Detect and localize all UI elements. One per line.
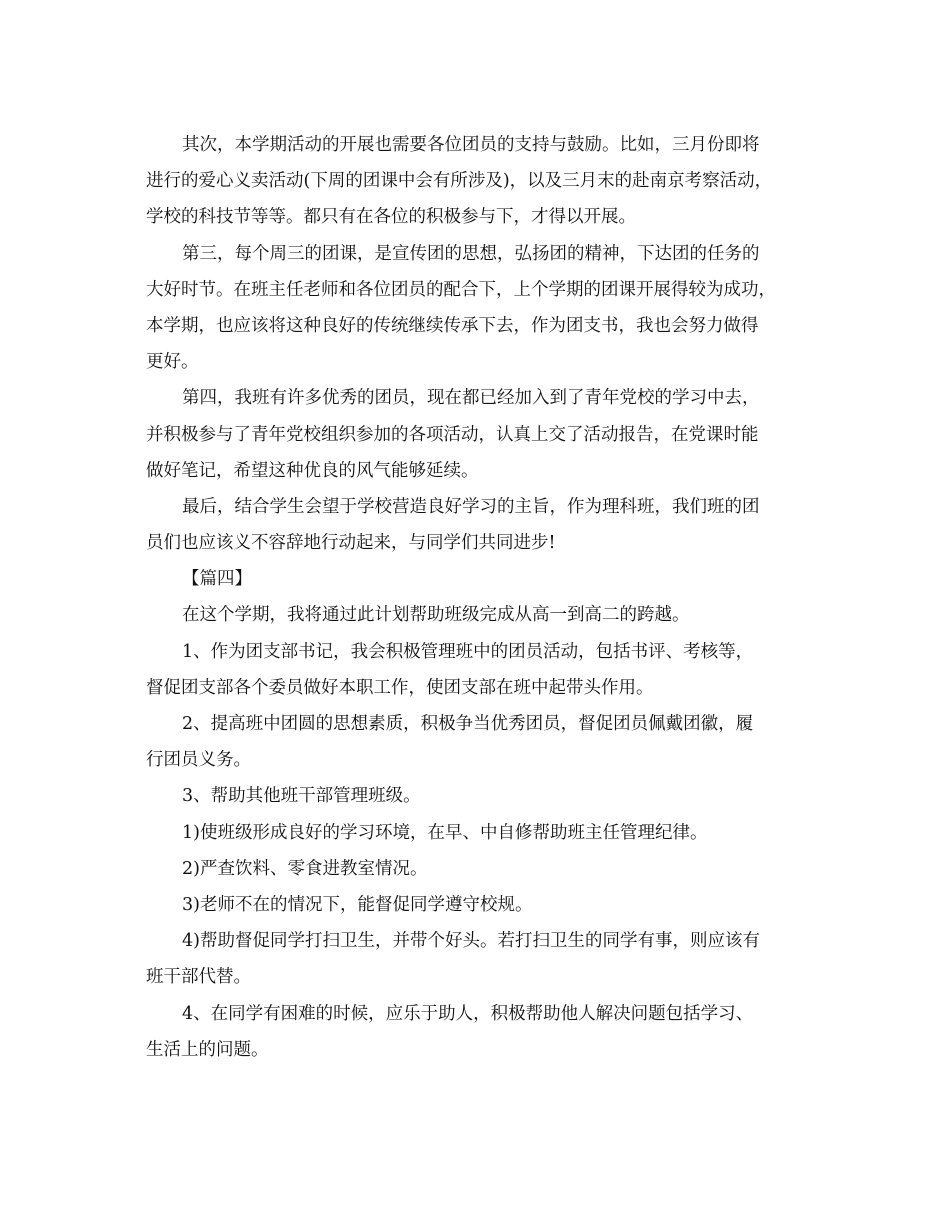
section-heading (146, 561, 814, 597)
paragraph-third-point (146, 236, 814, 381)
sub-item-2 (146, 851, 814, 887)
text-line: 第三，每个周三的团课，是宣传团的思想，弘扬团的精神，下达团的任务的 (182, 243, 760, 264)
text-line: 学校的科技节等等。都只有在各位的积极参与下，才得以开展。 (146, 207, 636, 228)
document-body (146, 127, 814, 1068)
text-line: 督促团支部各个委员做好本职工作，使团支部在班中起带头作用。 (146, 677, 654, 698)
list-item-1 (146, 634, 814, 706)
text-line: 大好时节。在班主任老师和各位团员的配合下，上个学期的团课开展得较为成功， (146, 279, 776, 300)
paragraph-intro (146, 597, 814, 633)
paragraph-second-point (146, 127, 814, 236)
sub-item-1 (146, 815, 814, 851)
text-line: 并积极参与了青年党校组织参加的各项活动，认真上交了活动报告，在党课时能 (146, 424, 759, 445)
text-line: 4、在同学有困难的时候，应乐于助人，积极帮助他人解决问题包括学习、 (182, 1003, 754, 1024)
section-heading-text: 【篇四】 (182, 569, 252, 590)
text-line: 员们也应该义不容辞地行动起来，与同学们共同进步! (146, 533, 556, 554)
text-line: 在这个学期，我将通过此计划帮助班级完成从高一到高二的跨越。 (182, 605, 690, 626)
text-line: 4)帮助督促同学打扫卫生，并带个好头。若打扫卫生的同学有事，则应该有 (182, 931, 760, 952)
text-line: 本学期，也应该将这种良好的传统继续传承下去，作为团支书，我也会努力做得 (146, 315, 759, 336)
paragraph-fourth-point (146, 380, 814, 489)
text-line: 2、提高班中团圆的思想素质，积极争当优秀团员，督促团员佩戴团徽，履 (182, 714, 754, 734)
text-line: 生活上的问题。 (146, 1039, 269, 1060)
text-line: 2)严查饮料、零食进教室情况。 (182, 858, 428, 879)
text-line: 进行的爱心义卖活动(下周的团课中会有所涉及)，以及三月末的赴南京考察活动， (146, 171, 773, 192)
text-line: 3、帮助其他班干部管理班级。 (182, 786, 421, 807)
text-line: 1)使班级形成良好的学习环境，在早、中自修帮助班主任管理纪律。 (182, 822, 708, 843)
text-line: 其次，本学期活动的开展也需要各位团员的支持与鼓励。比如，三月份即将 (182, 135, 760, 155)
list-item-4 (146, 996, 814, 1068)
text-line: 更好。 (146, 352, 199, 373)
text-line: 做好笔记，希望这种优良的风气能够延续。 (146, 460, 479, 481)
sub-item-4 (146, 923, 814, 995)
text-line: 行团员义务。 (146, 750, 251, 771)
list-item-2 (146, 706, 814, 778)
text-line: 班干部代替。 (146, 967, 251, 988)
paragraph-finally (146, 489, 814, 561)
sub-item-3 (146, 887, 814, 923)
text-line: 第四，我班有许多优秀的团员，现在都已经加入到了青年党校的学习中去， (182, 388, 760, 409)
list-item-3 (146, 778, 814, 814)
text-line: 3)老师不在的情况下，能督促同学遵守校规。 (182, 894, 533, 915)
text-line: 最后，结合学生会望于学校营造良好学习的主旨，作为理科班，我们班的团 (182, 496, 760, 517)
text-line: 1、作为团支部书记，我会积极管理班中的团员活动，包括书评、考核等， (182, 641, 754, 662)
